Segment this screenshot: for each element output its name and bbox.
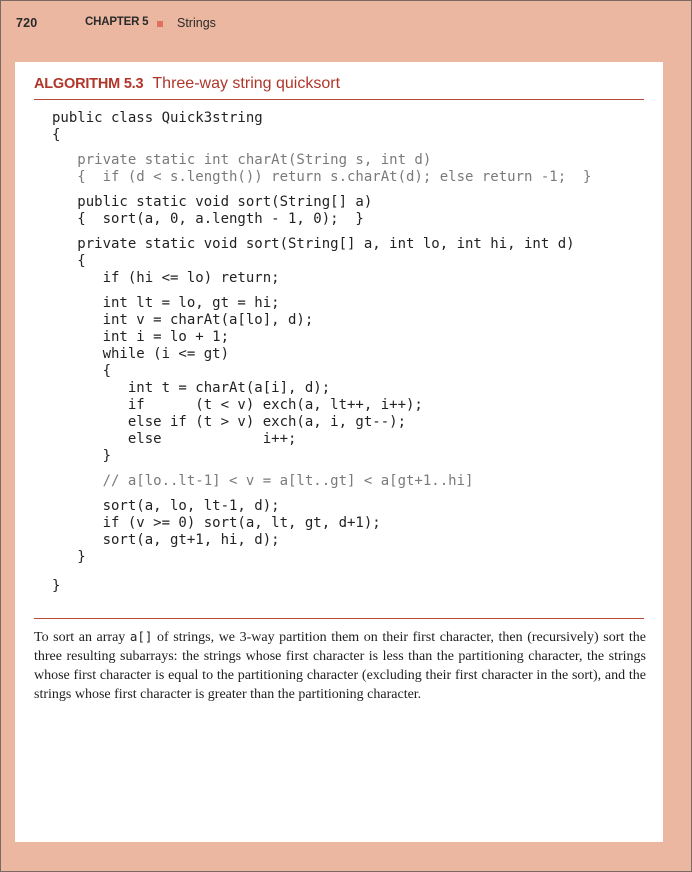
square-bullet-icon: [157, 21, 163, 27]
code-listing: [52, 110, 591, 595]
code-line: if (hi <= lo) return;: [52, 270, 280, 286]
caption-code: a[]: [129, 629, 153, 644]
code-line: private static void sort(String[] a, int lo, int hi, int d): [52, 236, 575, 252]
caption-rest: of strings, we 3-way partition them on their first character, then (recursively) sort the three resulting subarrays: the strings whose first character is less than the partitioning character, the strings whose first character is equal to the partitioning character (excluding their first character in the sort), and the strings whose first character is greater than the partitioning character.: [34, 630, 646, 702]
algorithm-number: ALGORITHM 5.3: [34, 76, 144, 92]
code-line: {: [52, 363, 112, 379]
code-line: public class Quick3string: [52, 110, 263, 126]
code-line: else i++;: [52, 431, 297, 447]
algorithm-title: Three-way string quicksort: [152, 75, 341, 92]
code-line: { sort(a, 0, a.length - 1, 0); }: [52, 211, 364, 227]
divider-rule: [34, 618, 644, 619]
code-line: public static void sort(String[] a): [52, 194, 373, 210]
running-head: [16, 16, 676, 32]
algorithm-heading: [34, 75, 644, 100]
code-line: if (v >= 0) sort(a, lt, gt, d+1);: [52, 515, 381, 531]
caption-lead: To sort an array: [34, 630, 130, 645]
code-line: // a[lo..lt-1] < v = a[lt..gt] < a[gt+1..hi]: [52, 473, 474, 489]
code-line: {: [52, 127, 61, 143]
algorithm-panel: [15, 62, 663, 842]
code-line: int i = lo + 1;: [52, 329, 230, 345]
code-line: }: [52, 549, 86, 565]
page-number: 720: [16, 16, 38, 30]
code-line: {: [52, 253, 86, 269]
code-line: sort(a, gt+1, hi, d);: [52, 532, 280, 548]
code-line: if (t < v) exch(a, lt++, i++);: [52, 397, 423, 413]
chapter-title: Strings: [177, 16, 216, 30]
code-line: while (i <= gt): [52, 346, 230, 362]
code-line: }: [52, 578, 61, 594]
code-line: }: [52, 448, 112, 464]
code-line: { if (d < s.length()) return s.charAt(d); else return -1; }: [52, 169, 592, 185]
code-line: int lt = lo, gt = hi;: [52, 295, 280, 311]
code-line: private static int charAt(String s, int d): [52, 152, 432, 168]
code-line: int t = charAt(a[i], d);: [52, 380, 331, 396]
chapter-label: CHAPTER 5: [85, 16, 149, 28]
code-line: else if (t > v) exch(a, i, gt--);: [52, 414, 407, 430]
code-line: sort(a, lo, lt-1, d);: [52, 498, 280, 514]
algorithm-caption: [34, 627, 646, 704]
code-line: int v = charAt(a[lo], d);: [52, 312, 314, 328]
